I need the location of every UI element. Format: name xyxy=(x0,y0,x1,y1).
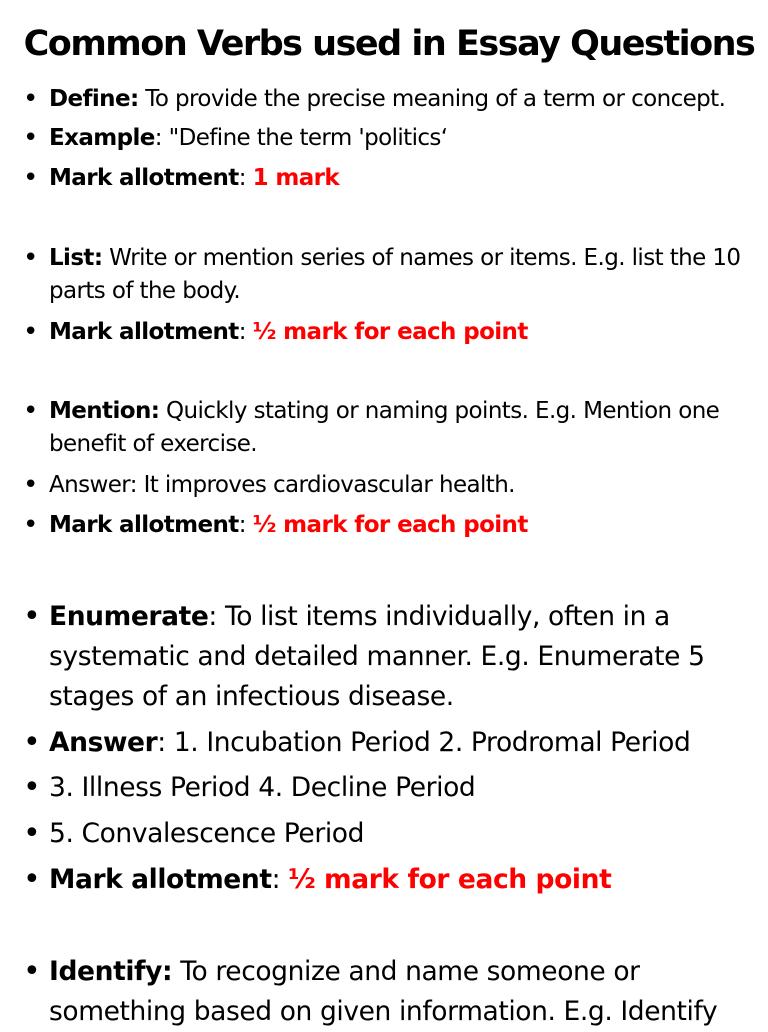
define-example-label: Example xyxy=(49,125,155,151)
define-item xyxy=(23,83,761,116)
enumerate-mark-value: ½ mark for each point xyxy=(288,864,612,895)
bullet-icon: • xyxy=(23,84,38,114)
list-text: Write or mention series of names or items. E.g. list the 10 parts of the body. xyxy=(49,245,741,304)
enumerate-term: Enumerate xyxy=(49,601,209,632)
enumerate-line3-item xyxy=(23,814,761,854)
enumerate-mark-label: Mark allotment xyxy=(49,864,272,895)
mention-item xyxy=(23,395,761,461)
bullet-icon: • xyxy=(23,770,41,805)
bullet-icon: • xyxy=(23,123,38,153)
define-term: Define: xyxy=(49,86,139,112)
bullet-icon: • xyxy=(23,599,41,634)
enumerate-line3: 5. Convalescence Period xyxy=(49,818,365,849)
bullet-icon: • xyxy=(23,510,38,540)
enumerate-item xyxy=(23,597,761,717)
list-term: List: xyxy=(49,245,103,271)
identify-text: To recognize and name someone or something based on given information. E.g. Identify xyxy=(49,956,718,1027)
page-title: Common Verbs used in Essay Questions xyxy=(23,24,755,64)
identify-item xyxy=(23,952,761,1032)
enumerate-answer-item xyxy=(23,723,761,763)
list-mark-sep: : xyxy=(238,319,253,345)
enumerate-text: : To list items individually, often in a systematic and detailed manner. E.g. Enumerate 5 stages of an infectious disease. xyxy=(49,601,705,712)
mention-mark-value: ½ mark for each point xyxy=(252,512,528,538)
enumerate-answer-text: : 1. Incubation Period 2. Prodromal Period xyxy=(157,727,691,758)
define-mark-label: Mark allotment xyxy=(49,165,239,191)
define-mark-sep: : xyxy=(238,165,253,191)
bullet-icon: • xyxy=(23,862,41,897)
list-mark-label: Mark allotment xyxy=(49,319,239,345)
mention-mark-sep: : xyxy=(238,512,253,538)
mention-term: Mention: xyxy=(49,398,160,424)
bullet-icon: • xyxy=(23,163,38,193)
mention-answer-item xyxy=(23,469,761,502)
mention-mark-label: Mark allotment xyxy=(49,512,239,538)
mention-answer: Answer: It improves cardiovascular health. xyxy=(49,472,515,498)
enumerate-mark-sep: : xyxy=(271,864,289,895)
bullet-icon: • xyxy=(23,470,38,500)
enumerate-line2: 3. Illness Period 4. Decline Period xyxy=(49,772,476,803)
identify-term: Identify: xyxy=(49,956,173,987)
define-mark-value: 1 mark xyxy=(252,165,340,191)
bullet-icon: • xyxy=(23,396,38,426)
list-mark-value: ½ mark for each point xyxy=(252,319,528,345)
list-mark-item xyxy=(23,316,761,349)
define-text: To provide the precise meaning of a term or concept. xyxy=(138,86,726,112)
bullet-icon: • xyxy=(23,243,38,273)
list-item xyxy=(23,242,761,308)
mention-mark-item xyxy=(23,509,761,542)
define-example-item xyxy=(23,122,761,155)
mention-text: Quickly stating or naming points. E.g. Mention one benefit of exercise. xyxy=(49,398,720,457)
define-mark-item xyxy=(23,162,761,195)
enumerate-line2-item xyxy=(23,768,761,808)
bullet-icon: • xyxy=(23,317,38,347)
enumerate-answer-label: Answer xyxy=(49,727,158,758)
define-example-text: : "Define the term 'politics‘ xyxy=(154,125,448,151)
bullet-icon: • xyxy=(23,816,41,851)
bullet-icon: • xyxy=(23,954,41,989)
bullet-icon: • xyxy=(23,725,41,760)
enumerate-mark-item xyxy=(23,860,761,900)
